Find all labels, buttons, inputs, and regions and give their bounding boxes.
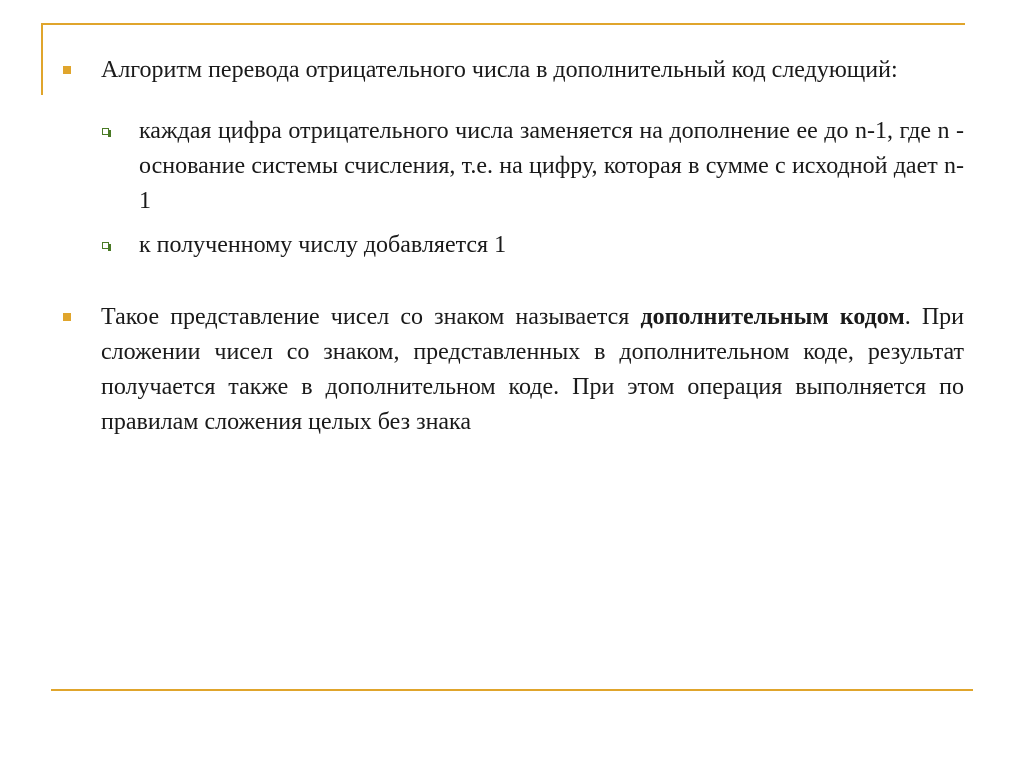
bullet-text-bold-term: дополнительным кодом	[640, 304, 905, 330]
filled-square-bullet-icon	[63, 66, 71, 74]
sub-bullet-text: каждая цифра отрицательного числа заменяется на дополнение ее до n-1, где n - основание системы счисления, т.е. на цифру, которая в сумме с исходной дает n-1	[139, 118, 964, 214]
filled-square-bullet-icon	[63, 313, 71, 321]
sub-bullet-item-add-one	[101, 228, 964, 263]
hollow-square-bullet-icon	[102, 128, 109, 135]
bullet-item-representation	[60, 300, 964, 440]
slide-content	[60, 53, 964, 440]
bullet-item-algorithm	[60, 53, 964, 88]
sub-bullet-item-complement	[101, 114, 964, 219]
bullet-text: Алгоритм перевода отрицательного числа в дополнительный код следующий:	[101, 57, 898, 83]
top-accent-line	[41, 23, 965, 25]
bullet-text-before: Такое представление чисел со знаком называется	[101, 304, 641, 330]
hollow-square-bullet-icon	[102, 242, 109, 249]
sub-bullet-text: к полученному числу добавляется 1	[139, 232, 507, 258]
bottom-accent-line	[51, 689, 973, 691]
left-accent-line	[41, 23, 43, 95]
bullet-text-after: . При сложении чисел со знаком, представленных в дополнительном коде, результат получается также в дополнительном коде. При этом операция выполняется по правилам сложения целых без знака	[101, 304, 964, 435]
